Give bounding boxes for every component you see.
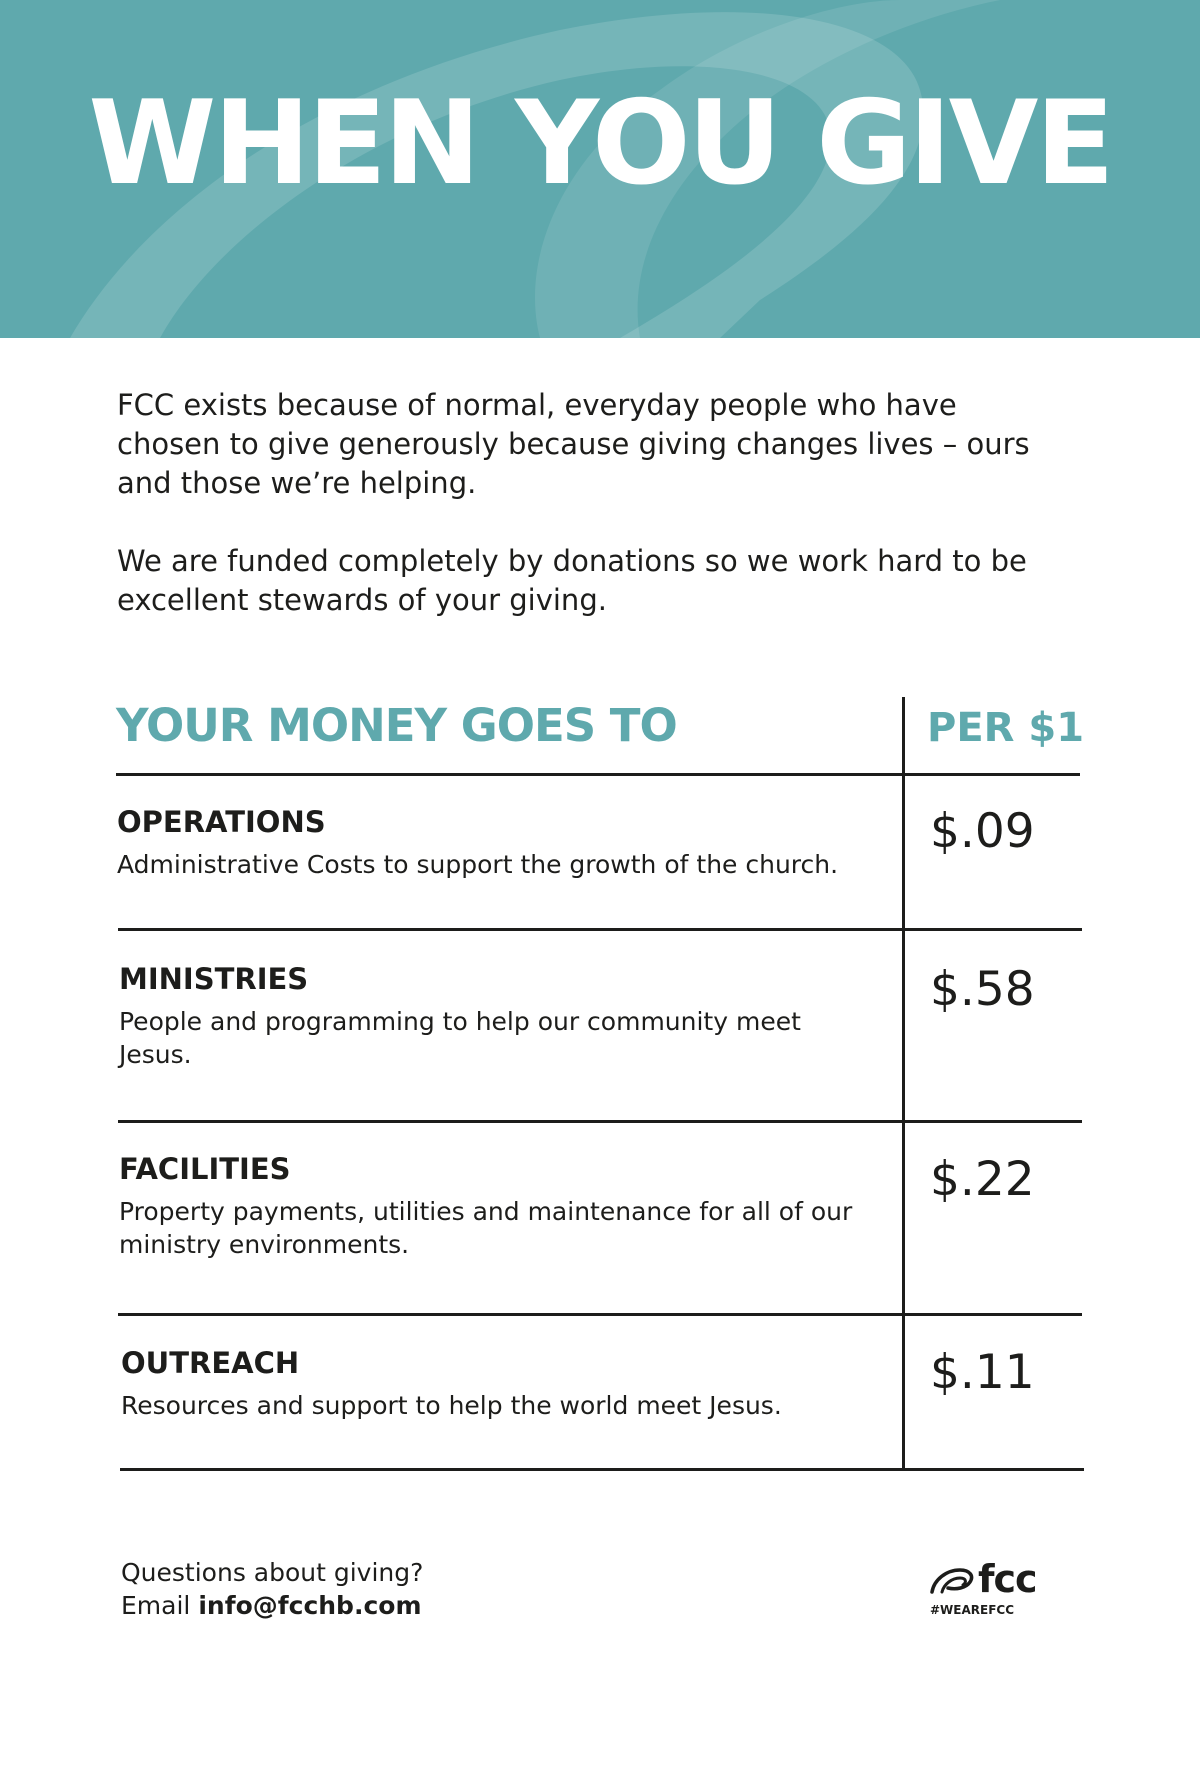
table-row-rule	[118, 1120, 1082, 1123]
footer-contact	[121, 1556, 423, 1622]
logo-tagline: #WEAREFCC	[930, 1603, 1015, 1617]
footer-email-line	[121, 1589, 423, 1622]
row-amount-ministries: $.58	[930, 962, 1035, 1017]
row-title-operations: OPERATIONS	[117, 805, 326, 839]
row-title-facilities: FACILITIES	[119, 1152, 291, 1186]
fcc-swirl-icon	[928, 1566, 976, 1596]
hero-title: WHEN YOU GIVE	[88, 76, 1112, 211]
row-title-ministries: MINISTRIES	[119, 962, 309, 996]
row-description-ministries: People and programming to help our community meet Jesus.	[119, 1007, 801, 1069]
row-description-outreach: Resources and support to help the world meet Jesus.	[121, 1391, 782, 1420]
intro-paragraph-2: We are funded completely by donations so we work hard to be excellent stewards of your giving.	[117, 544, 1027, 617]
row-amount-outreach: $.11	[930, 1345, 1035, 1400]
table-column-divider	[902, 697, 905, 1471]
table-header-per-dollar: PER $1	[927, 705, 1085, 751]
footer-email-link[interactable]: info@fcchb.com	[198, 1591, 422, 1620]
row-title-outreach: OUTREACH	[121, 1346, 300, 1380]
hero-banner	[0, 0, 1200, 338]
table-row-rule	[118, 1313, 1082, 1316]
fcc-logo	[928, 1557, 1068, 1620]
logo-wordmark: fcc	[978, 1557, 1037, 1601]
table-header-destination: YOUR MONEY GOES TO	[116, 699, 677, 752]
row-amount-operations: $.09	[930, 804, 1035, 859]
row-description-operations: Administrative Costs to support the growth of the church.	[117, 850, 839, 879]
intro-text	[117, 386, 1047, 659]
table-header-rule	[116, 773, 1080, 776]
table-row-rule	[120, 1468, 1084, 1471]
intro-paragraph-1: FCC exists because of normal, everyday people who have chosen to give generously because giving changes lives – ours and those we’re helping.	[117, 388, 1030, 500]
row-amount-facilities: $.22	[930, 1152, 1035, 1207]
row-description-facilities: Property payments, utilities and maintenance for all of our ministry environments.	[119, 1197, 853, 1259]
footer-question: Questions about giving?	[121, 1558, 424, 1587]
footer-email-prefix: Email	[121, 1591, 191, 1620]
table-row-rule	[118, 928, 1082, 931]
